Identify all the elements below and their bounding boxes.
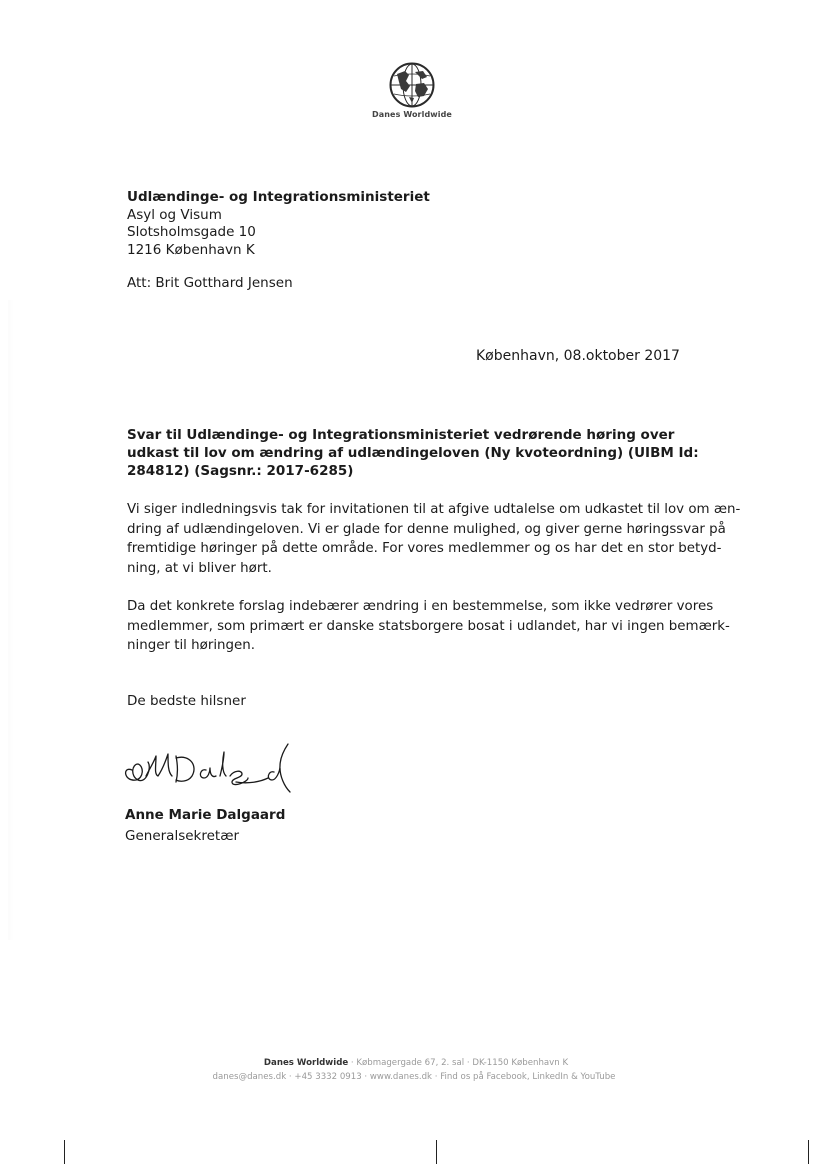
signer-title: Generalsekretær bbox=[125, 828, 240, 844]
place-date: København, 08.oktober 2017 bbox=[476, 348, 680, 364]
recipient-street: Slotsholmsgade 10 bbox=[127, 224, 256, 240]
scan-mark-left bbox=[64, 1140, 65, 1164]
paragraph-line: ning, at vi bliver hørt. bbox=[127, 560, 272, 576]
footer-contact: danes@danes.dk · +45 3332 0913 · www.danes.dk · Find os på Facebook, LinkedIn & YouTube bbox=[212, 1072, 616, 1082]
recipient-city: 1216 København K bbox=[127, 241, 255, 258]
footer-address bbox=[0, 1057, 828, 1069]
scan-edge-shadow bbox=[8, 300, 14, 940]
recipient-name: Udlændinge- og Integrationsministeriet bbox=[127, 189, 430, 205]
recipient-address bbox=[127, 189, 430, 259]
signer-name: Anne Marie Dalgaard bbox=[125, 807, 286, 823]
paragraph-line: fremtidige høringer på dette område. For vores medlemmer og os har det en stor betyd- bbox=[127, 541, 722, 557]
footer-org-name: Danes Worldwide bbox=[263, 1058, 349, 1068]
body-paragraph-2 bbox=[127, 597, 730, 656]
scan-mark-center bbox=[436, 1140, 437, 1164]
handwritten-signature bbox=[118, 742, 298, 802]
paragraph-line: ninger til høringen. bbox=[127, 638, 256, 654]
recipient-department: Asyl og Visum bbox=[127, 206, 222, 223]
paragraph-line: Vi siger indledningsvis tak for invitationen til at afgive udtalelse om udkastet til lov om æn- bbox=[127, 502, 741, 517]
paragraph-line: Da det konkrete forslag indebærer ændring i en bestemmelse, som ikke vedrører vores bbox=[127, 599, 714, 614]
logo-caption: Danes Worldwide bbox=[372, 110, 452, 119]
body-paragraph-1 bbox=[127, 500, 741, 578]
globe-logo-icon bbox=[389, 62, 435, 108]
attention-line: Att: Brit Gotthard Jensen bbox=[127, 275, 293, 291]
closing-greeting: De bedste hilsner bbox=[127, 693, 246, 709]
scan-mark-right bbox=[808, 1140, 809, 1164]
subject-heading: Svar til Udlændinge- og Integrationsministeriet vedrørende høring over udkast til lov om ændring af udlændingeloven (Ny kvoteordning) (UIBM Id: 284812) (Sagsnr.: 2017-6285) bbox=[127, 427, 699, 479]
paragraph-line: dring af udlændingeloven. Vi er glade for denne mulighed, og giver gerne høringssvar på bbox=[127, 521, 726, 537]
footer-address-text: · Købmagergade 67, 2. sal · DK-1150 København K bbox=[348, 1058, 569, 1068]
paragraph-line: medlemmer, som primært er danske statsborgere bosat i udlandet, har vi ingen bemærk- bbox=[127, 618, 730, 634]
